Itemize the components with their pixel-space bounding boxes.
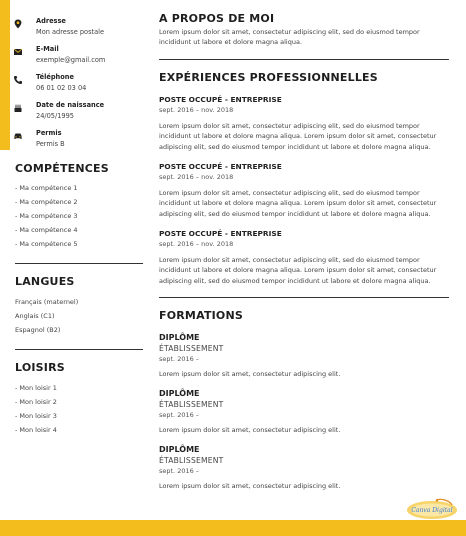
job-description: Lorem ipsum dolor sit amet, consectetur adipiscing elit, sed do eiusmod tempor incididunt ut labore et dolore magna aliqua. Lorem ipsum dolor sit amet, consectetur adipiscing elit, sed do eiusmod tempor incididunt ut labore et dolore magna aliqua.	[159, 256, 437, 285]
language-item: Français (maternel)	[15, 298, 79, 306]
degree-school: ÉTABLISSEMENT	[159, 344, 224, 353]
about-divider	[159, 59, 449, 60]
phone-icon	[13, 75, 23, 85]
job-title: POSTE OCCUPÉ - ENTREPRISE	[159, 162, 282, 171]
degree-description: Lorem ipsum dolor sit amet, consectetur adipiscing elit.	[159, 370, 341, 378]
license-label: Permis	[36, 129, 62, 137]
job-date: sept. 2016 – nov. 2018	[159, 106, 234, 114]
job-date: sept. 2016 – nov. 2018	[159, 173, 234, 181]
skill-item: - Ma compétence 5	[15, 240, 78, 248]
language-item: Anglais (C1)	[15, 312, 55, 320]
skill-item: - Ma compétence 1	[15, 184, 78, 192]
logo-text: Canva Digital	[411, 507, 453, 515]
degree-date: sept. 2016 –	[159, 355, 200, 363]
car-icon	[13, 131, 23, 141]
job-description: Lorem ipsum dolor sit amet, consectetur adipiscing elit, sed do eiusmod tempor incididunt ut labore et dolore magna aliqua. Lorem ipsum dolor sit amet, consectetur adipiscing elit, sed do eiusmod tempor incididunt ut labore et dolore magna aliqua.	[159, 122, 437, 151]
accent-band	[0, 0, 10, 150]
email-value[interactable]: exemple@gmail.com	[36, 56, 106, 64]
map-marker-icon	[13, 19, 23, 29]
skill-item: - Ma compétence 2	[15, 198, 78, 206]
hobby-item: - Mon loisir 3	[15, 412, 57, 420]
license-value: Permis B	[36, 140, 65, 148]
experience-divider	[159, 297, 449, 298]
hobby-item: - Mon loisir 4	[15, 426, 57, 434]
degree-description: Lorem ipsum dolor sit amet, consectetur adipiscing elit.	[159, 426, 341, 434]
birth-label: Date de naissance	[36, 101, 105, 109]
degree-date: sept. 2016 –	[159, 411, 200, 419]
skill-item: - Ma compétence 4	[15, 226, 78, 234]
skill-item: - Ma compétence 3	[15, 212, 78, 220]
degree-date: sept. 2016 –	[159, 467, 200, 475]
brand-logo-icon	[406, 498, 458, 520]
skills-divider	[15, 263, 143, 264]
address-label: Adresse	[36, 17, 66, 25]
phone-label: Téléphone	[36, 73, 74, 81]
footer-bar	[0, 520, 466, 536]
phone-value[interactable]: 06 01 02 03 04	[36, 84, 87, 92]
degree-school: ÉTABLISSEMENT	[159, 456, 224, 465]
skills-title: COMPÉTENCES	[15, 162, 109, 175]
languages-title: LANGUES	[15, 275, 75, 288]
hobby-item: - Mon loisir 2	[15, 398, 57, 406]
degree-school: ÉTABLISSEMENT	[159, 400, 224, 409]
address-value: Mon adresse postale	[36, 28, 105, 36]
job-title: POSTE OCCUPÉ - ENTREPRISE	[159, 229, 282, 238]
cake-icon	[13, 103, 23, 113]
experience-title: EXPÉRIENCES PROFESSIONNELLES	[159, 71, 378, 84]
hobby-item: - Mon loisir 1	[15, 384, 57, 392]
about-title: A PROPOS DE MOI	[159, 12, 275, 25]
degree-title: DIPLÔME	[159, 333, 200, 342]
birth-value: 24/05/1995	[36, 112, 75, 120]
languages-divider	[15, 349, 143, 350]
email-label: E-Mail	[36, 45, 59, 53]
envelope-icon	[13, 47, 23, 57]
job-description: Lorem ipsum dolor sit amet, consectetur adipiscing elit, sed do eiusmod tempor incididunt ut labore et dolore magna aliqua. Lorem ipsum dolor sit amet, consectetur adipiscing elit, sed do eiusmod tempor incididunt ut labore et dolore magna aliqua.	[159, 189, 437, 218]
education-title: FORMATIONS	[159, 309, 244, 322]
about-text: Lorem ipsum dolor sit amet, consectetur adipiscing elit, sed do eiusmod tempor incididunt ut labore et dolore magna aliqua.	[159, 28, 420, 47]
language-item: Espagnol (B2)	[15, 326, 61, 334]
degree-title: DIPLÔME	[159, 445, 200, 454]
job-title: POSTE OCCUPÉ - ENTREPRISE	[159, 95, 282, 104]
hobbies-title: LOISIRS	[15, 361, 65, 374]
job-date: sept. 2016 – nov. 2018	[159, 240, 234, 248]
degree-title: DIPLÔME	[159, 389, 200, 398]
degree-description: Lorem ipsum dolor sit amet, consectetur adipiscing elit.	[159, 482, 341, 490]
sidebar	[0, 0, 144, 520]
